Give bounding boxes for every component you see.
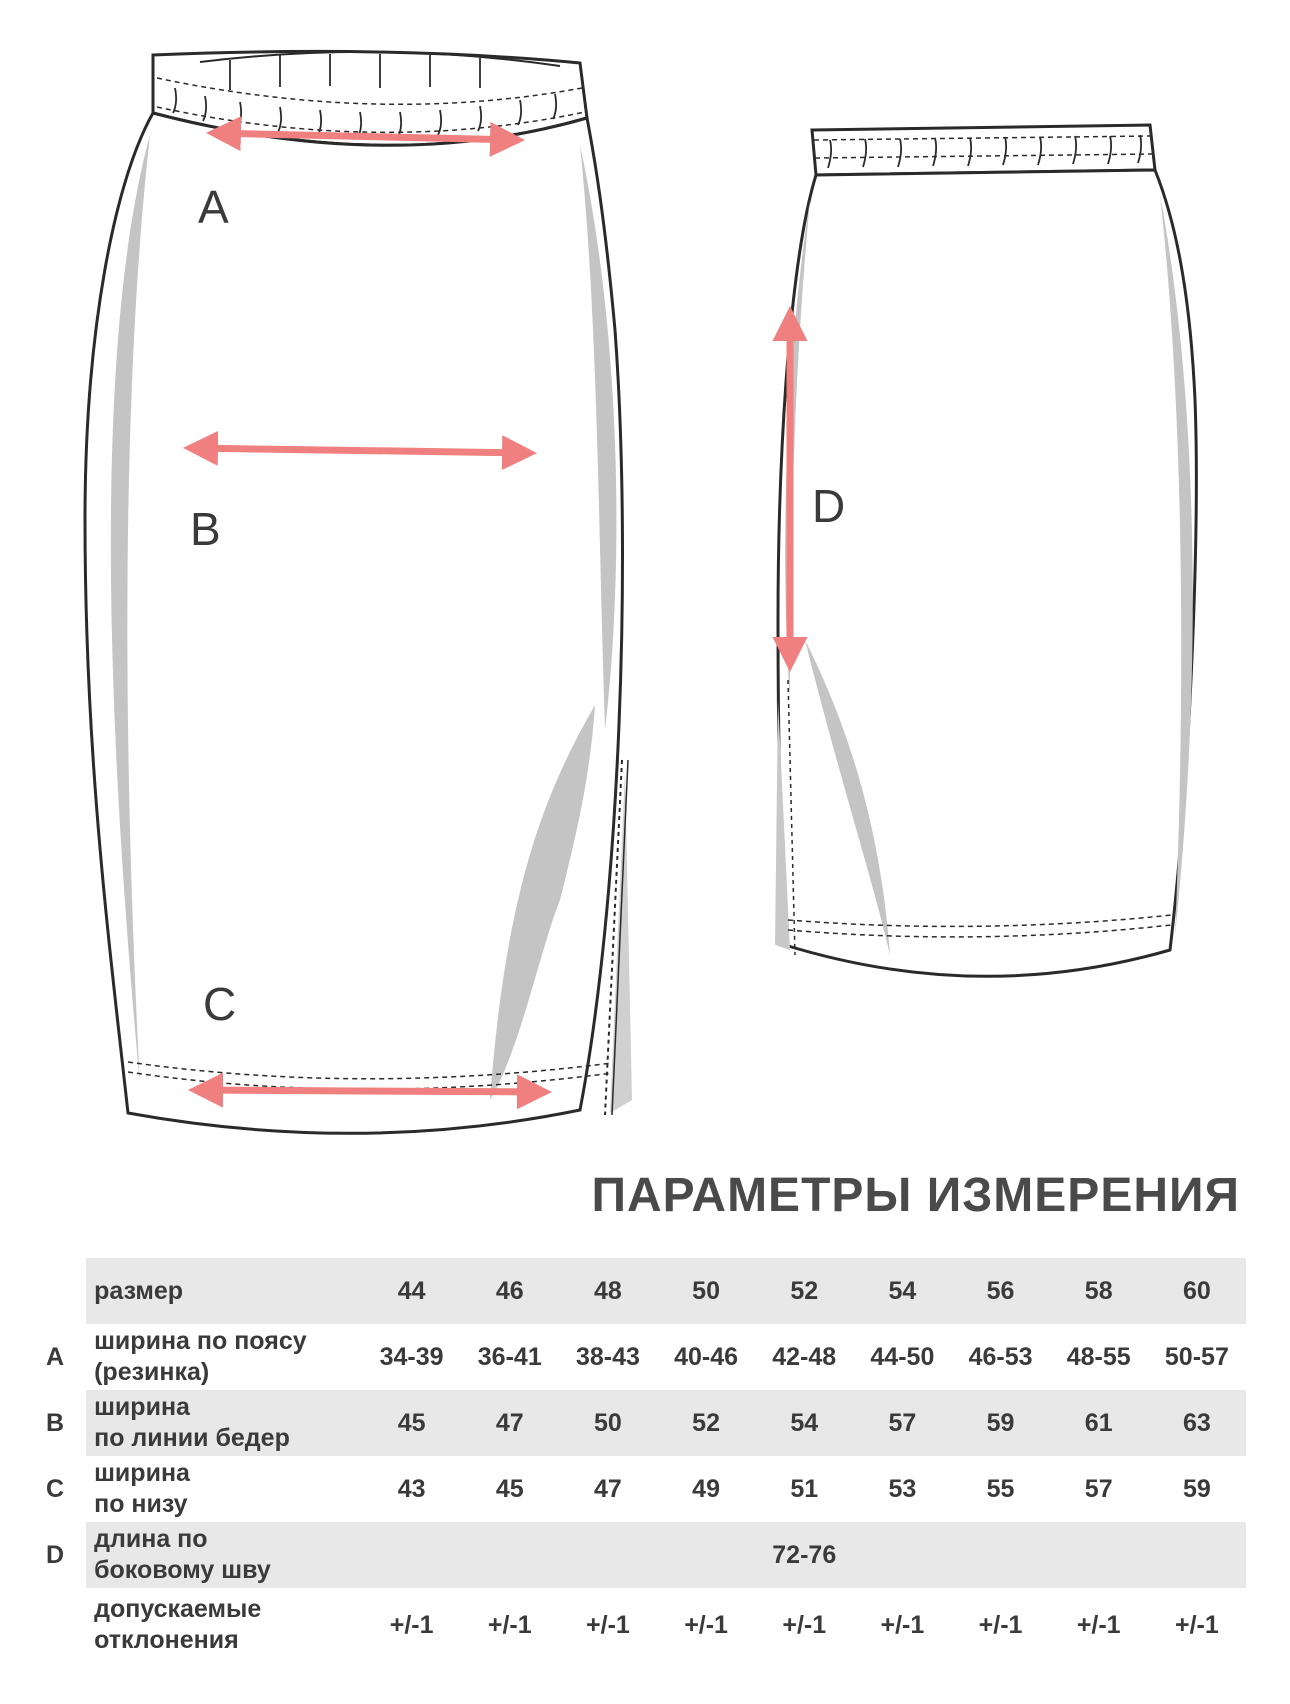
value-cell: 36-41 [477, 1342, 542, 1371]
page-title: ПАРАМЕТРЫ ИЗМЕРЕНИЯ [591, 1169, 1240, 1222]
size-cell: 50 [657, 1258, 755, 1324]
table-header-row [24, 1258, 1246, 1324]
size-cell: 60 [1148, 1258, 1246, 1324]
size-cell: 56 [951, 1258, 1049, 1324]
row-label: допускаемые отклонения [94, 1595, 262, 1654]
size-cell: 46 [461, 1258, 559, 1324]
value-cell: +/-1 [782, 1610, 827, 1639]
value-cell: 47 [594, 1474, 622, 1503]
size-cell: 48 [559, 1258, 657, 1324]
value-cell: 57 [1084, 1474, 1113, 1503]
value-cell: 42-48 [772, 1342, 837, 1371]
value-cell: 46-53 [968, 1342, 1033, 1371]
value-cell: 40-46 [674, 1342, 739, 1371]
row-label: ширина по поясу (резинка) [94, 1327, 307, 1386]
value-cell: 57 [853, 1390, 951, 1456]
value-cell: +/-1 [978, 1610, 1023, 1639]
value-cell: 51 [790, 1474, 819, 1503]
value-cell: +/-1 [1076, 1610, 1121, 1639]
row-letter: C [24, 1456, 86, 1522]
value-cell: +/-1 [1175, 1610, 1219, 1639]
row-label: ширина по линии бедер [86, 1390, 362, 1456]
table-row [24, 1324, 1246, 1390]
value-cell: 49 [692, 1474, 720, 1503]
size-table [24, 1258, 1246, 1662]
label-d: D [812, 480, 846, 532]
value-cell: 59 [1182, 1474, 1211, 1503]
front-skirt-body [85, 113, 622, 1133]
row-label: размер [86, 1258, 362, 1324]
table-row [24, 1522, 1246, 1588]
value-cell: 38-43 [575, 1342, 640, 1371]
table-row [24, 1390, 1246, 1456]
value-cell: 44-50 [870, 1342, 935, 1371]
skirt-back-drawing [775, 125, 1196, 976]
value-cell: +/-1 [389, 1610, 434, 1639]
value-cell: +/-1 [487, 1610, 532, 1639]
value-cell: 55 [986, 1474, 1015, 1503]
label-b: B [190, 503, 221, 555]
value-cell: 48-55 [1066, 1342, 1131, 1371]
value-cell: +/-1 [684, 1610, 728, 1639]
row-letter [24, 1258, 86, 1324]
value-cell: 52 [657, 1390, 755, 1456]
table-row [24, 1588, 1246, 1662]
back-skirt-body [778, 170, 1196, 976]
value-cell: 45 [495, 1474, 524, 1503]
size-cell: 54 [853, 1258, 951, 1324]
row-letter: B [24, 1390, 86, 1456]
label-a: A [198, 181, 229, 233]
value-cell: 50-57 [1164, 1342, 1229, 1371]
table-row [24, 1456, 1246, 1522]
value-cell: +/-1 [880, 1610, 925, 1639]
value-cell: 53 [888, 1474, 917, 1503]
size-cell: 58 [1050, 1258, 1148, 1324]
value-cell: 50 [559, 1390, 657, 1456]
value-cell: 61 [1050, 1390, 1148, 1456]
size-cell: 52 [755, 1258, 853, 1324]
value-cell: 43 [397, 1474, 426, 1503]
row-label: длина по боковому шву [86, 1522, 362, 1588]
value-cell: 34-39 [379, 1342, 444, 1371]
row-letter: D [24, 1522, 86, 1588]
row-letter: A [24, 1324, 86, 1390]
value-cell: 59 [951, 1390, 1049, 1456]
back-waistband [812, 125, 1155, 175]
value-cell: 63 [1148, 1390, 1246, 1456]
arrow-b [190, 448, 530, 453]
arrow-c [195, 1090, 545, 1092]
value-cell: 45 [363, 1390, 461, 1456]
skirt-front-drawing [85, 51, 632, 1133]
value-cell: 47 [461, 1390, 559, 1456]
value-cell: +/-1 [586, 1610, 630, 1639]
label-c: C [203, 978, 237, 1030]
row-label: ширина по низу [94, 1459, 190, 1518]
size-cell: 44 [363, 1258, 461, 1324]
value-cell-merged: 72-76 [363, 1522, 1246, 1588]
value-cell: 54 [755, 1390, 853, 1456]
row-letter [24, 1588, 86, 1662]
